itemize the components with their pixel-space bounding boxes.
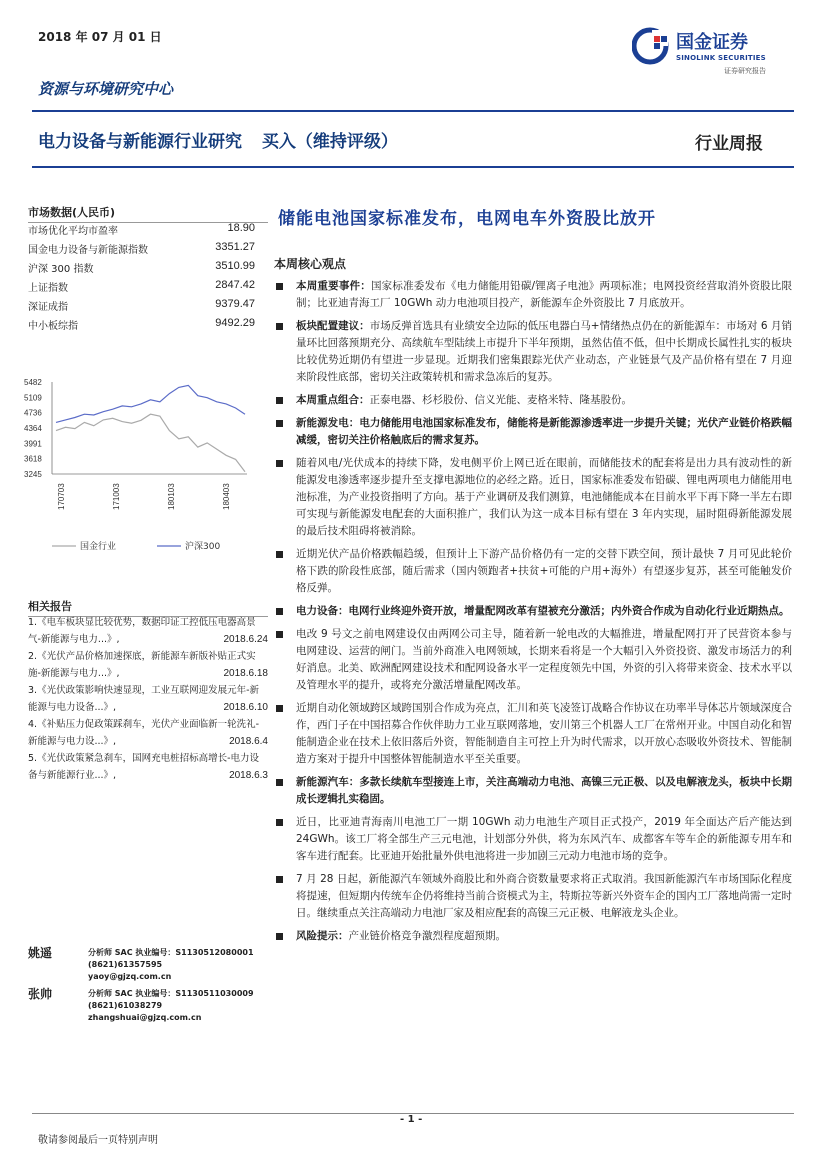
core-views-list — [274, 278, 792, 951]
header-divider-2 — [32, 166, 794, 168]
related-report-text: 5.《光伏政策紧急刹车，国网充电桩招标高增长-电力设备与新能源行业...》, — [28, 753, 259, 781]
analyst-phone: (8621)61038279 — [88, 1001, 163, 1010]
market-data-value: 3510.99 — [215, 260, 255, 272]
bullet-key: 新能源汽车： — [296, 776, 360, 788]
related-report-text: 4.《补贴压力促政策踩刹车，光伏产业面临新一轮洗礼-新能源与电力设...》, — [28, 719, 259, 747]
market-data-label: 市场优化平均市盈率 — [28, 226, 118, 237]
series-line-1 — [56, 385, 245, 422]
x-tick-label: 180403 — [222, 483, 231, 510]
y-tick-label: 3991 — [24, 439, 42, 449]
analyst-name: 姚遥 — [28, 946, 53, 960]
bullet-text: 电网行业终迎外资开放，增量配网改革有望被充分激活；内外资合作成为自动化行业近期热点。 — [348, 605, 790, 617]
bullet-text: 国家标准委发布《电力储能用铅碳/锂离子电池》两项标准；电网投资经营取消外资股比限制；比亚迪青海工厂 10GWh 动力电池项目投产，新能源车企外资股比 7 月底放开。 — [296, 280, 793, 309]
related-report-item — [28, 716, 268, 750]
bullet-text: 近期自动化领域跨区域跨国别合作成为亮点，汇川和英飞凌签订战略合作协议在功率半导体芯片领域深度合作，西门子在中国招募合作伙伴助力工业互联网落地，安川第三个机器人工厂在常州开业。中国自动化和智能制造企业在技术上依旧落后外资，智能制造自主可控上升为时代需求，以开放心态吸收外资技术、智能制造方案对于提升中国整体智能制造水平至关重要。 — [296, 702, 792, 765]
bullet-text: 产业链价格竞争激烈程度超预期。 — [348, 930, 506, 942]
core-view-bullet — [274, 278, 792, 312]
bullet-key: 本周重要事件： — [296, 280, 371, 292]
core-view-bullet — [274, 392, 792, 409]
analyst-cert: 分析师 SAC 执业编号：S1130511030009 — [88, 989, 254, 998]
bullet-text: 随着风电/光伏成本的持续下降，发电侧平价上网已近在眼前，而储能技术的配套将是出力具有波动性的新能源发电渗透率逐步提升至支撑电源地位的必经之路。近日，国家标准委发布铅碳、锂电两项电力储能用电池标准，为产业投资指明了方向。基于产业调研及我们测算，电池储能成本在目前水平下再下降一半左右即可实现与新能源发电配套的大面积推广，我们认为这一成本目标有望在 3 年内实现，届时阻碍新能源发展的最后技术阻碍将被消除。 — [296, 457, 792, 537]
analyst — [28, 988, 254, 1024]
related-report-text: 2.《光伏产品价格加速探底，新能源车新版补贴正式实施-新能源与电力...》, — [28, 651, 256, 679]
market-data-row — [28, 279, 255, 298]
market-data-row — [28, 222, 255, 241]
analyst-phone: (8621)61357595 — [88, 960, 163, 969]
x-tick-label: 171003 — [112, 483, 121, 510]
market-data-row — [28, 260, 255, 279]
related-report-date: 2018.6.24 — [223, 634, 268, 645]
related-report-item — [28, 682, 268, 716]
market-data-label: 上证指数 — [28, 283, 68, 294]
core-views-title: 本周核心观点 — [274, 257, 347, 271]
related-report-text: 3.《光伏政策影响快速显现，工业互联网迎发展元年-新能源与电力设备...》, — [28, 685, 259, 713]
core-view-bullet — [274, 415, 792, 449]
bullet-text: 7 月 28 日起，新能源汽车领域外商股比和外商合资数量要求将正式取消。我国新能源汽车市场国际化程度将提速，但短期内传统车企仍将维持当前合资模式为主，特斯拉等新兴外资车企的国内工厂落地尚需一定时日。继续重点关注高端动力电池厂家及相应配套的高镍三元正极、电解液龙头企业。 — [296, 873, 792, 919]
x-tick-label: 170703 — [57, 483, 66, 510]
market-data-value: 2847.42 — [215, 279, 255, 291]
bullet-key: 风险提示： — [296, 930, 349, 942]
related-report-item — [28, 750, 268, 784]
market-data-value: 3351.27 — [215, 241, 255, 253]
core-view-bullet — [274, 774, 792, 808]
analyst-email: zhangshuai@gjzq.com.cn — [88, 1013, 202, 1022]
legend-label: 国金行业 — [80, 542, 117, 552]
market-data-row — [28, 317, 255, 336]
related-reports-title: 相关报告 — [28, 598, 268, 617]
related-report-date: 2018.6.18 — [223, 668, 268, 679]
bullet-key: 本周重点组合： — [296, 394, 370, 406]
core-view-bullet — [274, 814, 792, 865]
related-report-item — [28, 648, 268, 682]
related-report-item — [28, 614, 268, 648]
legend-label: 沪深300 — [185, 542, 221, 552]
analyst-info — [88, 947, 254, 983]
header-divider — [32, 110, 794, 112]
market-data-label: 沪深 300 指数 — [28, 264, 94, 275]
report-title: 储能电池国家标准发布，电网电车外资股比放开 — [278, 209, 656, 229]
analyst-cert: 分析师 SAC 执业编号：S1130512080001 — [88, 948, 254, 957]
core-view-bullet — [274, 871, 792, 922]
related-report-date: 2018.6.4 — [229, 736, 268, 747]
y-tick-label: 4364 — [24, 424, 42, 433]
bullet-key: 新能源发电： — [296, 417, 360, 429]
bullet-text: 多款长续航车型接连上市，关注高端动力电池、高镍三元正极、以及电解液龙头，板块中长期成长逻辑扎实稳固。 — [296, 776, 793, 805]
sinolink-logo — [632, 24, 792, 80]
market-data-label: 国金电力设备与新能源指数 — [28, 245, 148, 256]
market-data-title: 市场数据(人民币) — [28, 204, 268, 223]
related-report-date: 2018.6.10 — [223, 702, 268, 713]
research-center: 资源与环境研究中心 — [38, 80, 174, 98]
related-report-date: 2018.6.3 — [229, 770, 268, 781]
bullet-text: 近期光伏产品价格跌幅趋缓，但预计上下游产品价格仍有一定的交替下跌空间，预计最快 7 月可见此轮价格下跌的阶段性底部，随后需求（国内领跑者+扶贫+可能的户用+海外）有望逐步复苏，甚至可能触发价格反弹。 — [296, 548, 792, 594]
y-tick-label: 3618 — [24, 454, 42, 464]
core-view-bullet — [274, 455, 792, 540]
y-tick-label: 3245 — [24, 470, 42, 479]
bullet-text: 电力储能用电池国家标准发布，储能将是新能源渗透率进一步提升关键；光伏产业链价格跌幅减缓，密切关注价格触底后的需求复苏。 — [296, 417, 793, 446]
core-view-bullet — [274, 603, 792, 620]
core-view-bullet — [274, 546, 792, 597]
index-chart — [22, 374, 267, 574]
analyst-email: yaoy@gjzq.com.cn — [88, 972, 172, 981]
bullet-key: 电力设备： — [296, 605, 349, 617]
industry-rating — [38, 127, 398, 152]
analyst — [28, 947, 254, 983]
logo-sub: 证券研究报告 — [724, 67, 766, 75]
market-data-row — [28, 298, 255, 317]
core-view-bullet — [274, 928, 792, 945]
market-data-value: 9492.29 — [215, 317, 255, 329]
market-data-row — [28, 241, 255, 260]
market-data-value: 9379.47 — [215, 298, 255, 310]
sinolink-logo-icon — [632, 26, 672, 66]
bullet-key: 板块配置建议： — [296, 320, 370, 332]
y-tick-label: 5109 — [24, 393, 42, 403]
y-tick-label: 4736 — [24, 408, 42, 418]
related-report-text: 1.《电车板块显比较优势，数据印证工控低压电器高景气-新能源与电力...》, — [28, 617, 256, 645]
market-data-value: 18.90 — [227, 222, 255, 234]
disclaimer-note: 敬请参阅最后一页特别声明 — [38, 1135, 158, 1146]
core-view-bullet — [274, 626, 792, 694]
report-date: 2018 年 07 月 01 日 — [38, 30, 162, 44]
bullet-text: 电改 9 号文之前电网建设仅由两网公司主导，随着新一轮电改的大幅推进，增量配网打开了民营资本参与电网建设、运营的闸门。当前外商准入电网领域，长期来看将是一个大幅引入外资投资、激发市场活力的利好消息。北美、欧洲配网建设技术和配网设备水平一定程度领先中国，外资的引入将带来资金、技术水平以及管理水平的提升，或将充分激活增量配网改革。 — [296, 628, 792, 691]
logo-cn: 国金证券 — [676, 32, 748, 53]
core-view-bullet — [274, 318, 792, 386]
bullet-text: 近日，比亚迪青海南川电池工厂一期 10GWh 动力电池生产项目正式投产，2019 年全面达产后产能达到 24GWh。该工厂将全部生产三元电池，计划部分外供，将为东风汽车、成都客车等车企的新能源专用车和客车进行配套。比亚迪开始批量外供电池将进一步加剧三元动力电池市场的竞争。 — [296, 816, 792, 862]
report-type: 行业周报 — [695, 134, 763, 154]
logo-en: SINOLINK SECURITIES — [676, 54, 766, 62]
x-tick-label: 180103 — [167, 483, 176, 510]
market-data-label: 中小板综指 — [28, 321, 78, 332]
analyst-name: 张帅 — [28, 987, 53, 1001]
bullet-text: 市场反弹首选具有业绩安全边际的低压电器白马+情绪热点仍在的新能源车：市场对 6 月销量环比回落预期充分、高续航车型陆续上市提升下半年预期，虽然估值不低，但中长期成长属性扎实的板块比较优势近期仍有望进一步显现。近期我们密集跟踪光伏产业动态，产业链景气及产品价格有望在 7 月迎来阶段性底部，密切关注政策转机和需求急冻后的复苏。 — [296, 320, 792, 383]
industry-name: 电力设备与新能源行业研究 — [38, 132, 242, 152]
y-tick-label: 5482 — [24, 378, 42, 387]
core-view-bullet — [274, 700, 792, 768]
page-number: - 1 - — [400, 1114, 423, 1125]
series-line-0 — [56, 414, 245, 472]
bullet-text: 正泰电器、杉杉股份、信义光能、麦格米特、隆基股份。 — [369, 394, 632, 406]
analyst-info — [88, 988, 254, 1024]
market-data-label: 深证成指 — [28, 302, 68, 313]
rating: 买入（维持评级） — [261, 132, 398, 152]
